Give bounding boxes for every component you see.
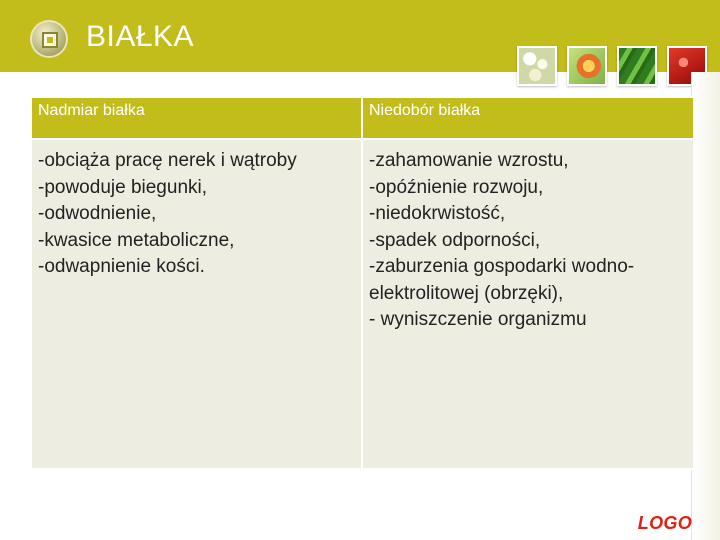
table-header-row (31, 97, 694, 139)
food-photo-beans-icon (517, 46, 557, 86)
logo: LOGO (637, 513, 692, 533)
protein-table (30, 96, 695, 470)
bullet-icon (30, 20, 68, 58)
food-photo-strip (517, 46, 717, 86)
header-excess-protein: Nadmiar białka (31, 97, 362, 139)
table-row (31, 139, 694, 469)
slide-title: BIAŁKA (86, 20, 195, 53)
food-photo-pepper-icon (567, 46, 607, 86)
header-protein-deficiency: Niedobór białka (362, 97, 694, 139)
protein-deficiency-effects: -zahamowanie wzrostu, -opóźnienie rozwoju, -niedokrwistość, -spadek odporności, -zaburzenia gospodarki wodno-elektrolitowej (obrzęki), - wyniszczenie organizmu (362, 139, 694, 469)
right-decorative-strip (691, 72, 720, 540)
excess-protein-effects: -obciąża pracę nerek i wątroby -powoduje biegunki, -odwodnienie, -kwasice metaboliczne, -odwapnienie kości. (31, 139, 362, 469)
food-photo-leaves-icon (617, 46, 657, 86)
